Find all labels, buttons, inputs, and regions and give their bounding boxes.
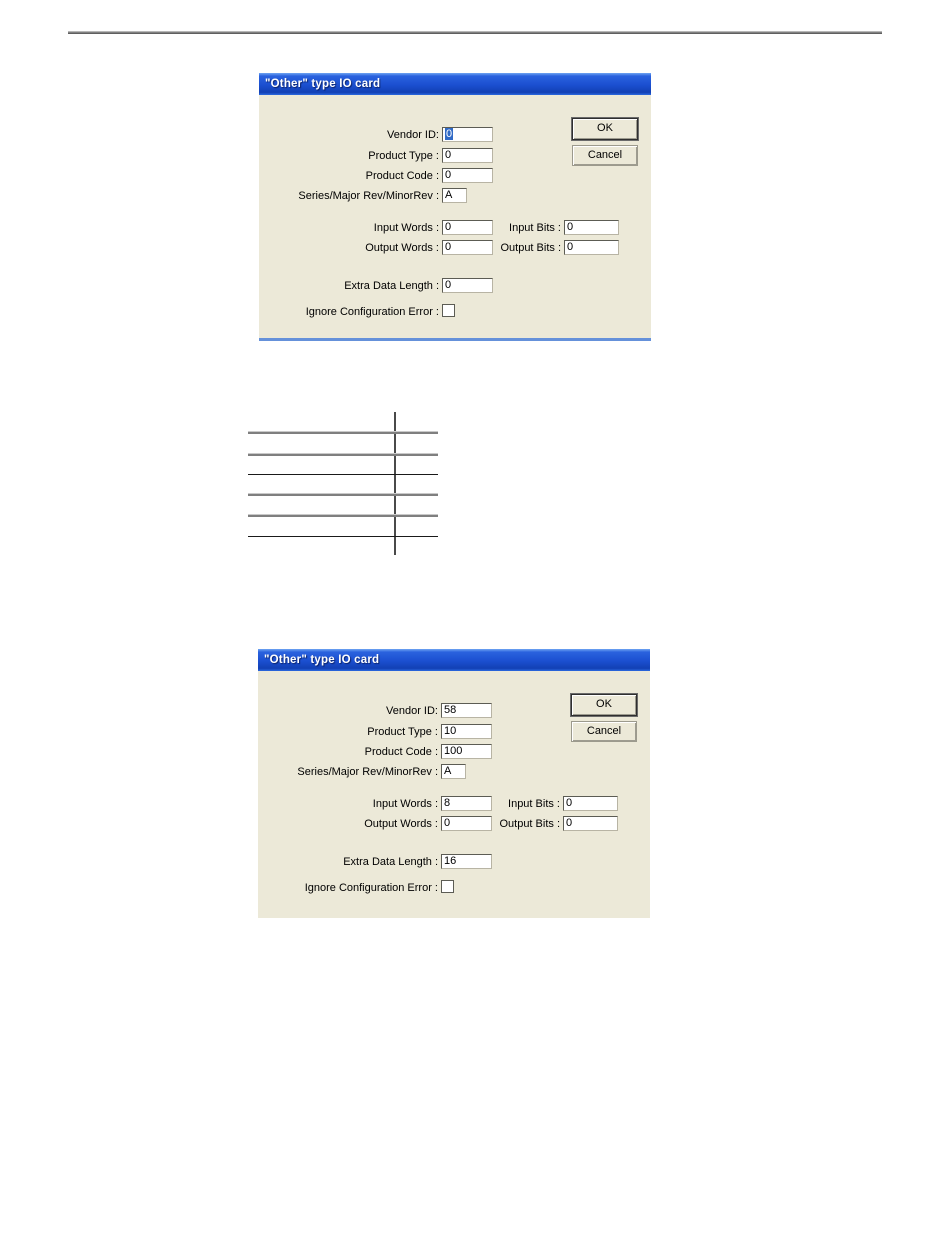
extra-data-length-value: 16 [444,855,457,867]
output-bits-label: Output Bits : [500,242,561,254]
ignore-config-error-label: Ignore Configuration Error : [304,882,438,894]
vendor-id-field[interactable] [441,703,492,718]
ignore-config-error-checkbox[interactable] [442,304,455,317]
vendor-id-label: Vendor ID: [387,129,439,141]
cancel-button[interactable]: Cancel [571,721,637,742]
other-io-card-dialog-default [259,73,651,341]
output-words-field[interactable] [442,240,493,255]
output-words-field[interactable] [441,816,492,831]
table-row-line [248,494,438,496]
ignore-config-error-label: Ignore Configuration Error : [305,306,439,318]
table-row-line [248,474,438,475]
input-bits-value: 0 [566,797,573,809]
vendor-id-value: 58 [444,704,457,716]
input-words-field[interactable] [441,796,492,811]
dialog-title: "Other" type IO card [265,78,381,90]
extra-data-length-label: Extra Data Length : [344,280,439,292]
output-bits-label: Output Bits : [499,818,560,830]
series-rev-label: Series/Major Rev/MinorRev : [298,190,439,202]
input-bits-value: 0 [567,221,574,233]
page-header-rule [68,31,882,34]
ok-button[interactable]: OK [571,694,637,716]
empty-table-figure [248,412,439,555]
product-code-field[interactable] [441,744,492,759]
table-row-line [248,454,438,456]
product-code-value: 0 [445,169,452,181]
product-type-field[interactable] [442,148,493,163]
series-rev-field[interactable] [441,764,466,779]
product-code-field[interactable] [442,168,493,183]
product-type-label: Product Type : [367,726,438,738]
table-row-line [248,515,438,517]
table-row-line [248,536,438,537]
input-bits-field[interactable] [563,796,618,811]
product-code-value: 100 [444,745,463,757]
vendor-id-value: 0 [446,128,453,140]
input-words-field[interactable] [442,220,493,235]
series-rev-field[interactable] [442,188,467,203]
product-type-label: Product Type : [368,150,439,162]
other-io-card-dialog-filled [258,649,650,918]
input-words-value: 8 [444,797,451,809]
cancel-button[interactable]: Cancel [572,145,638,166]
output-bits-value: 0 [567,241,574,253]
output-words-value: 0 [444,817,451,829]
series-rev-value: A [445,189,453,201]
product-type-value: 10 [444,725,457,737]
ignore-config-error-checkbox[interactable] [441,880,454,893]
table-row-line [248,432,438,434]
product-type-value: 0 [445,149,452,161]
dialog-titlebar [258,649,650,671]
dialog-titlebar [259,73,651,95]
vendor-id-label: Vendor ID: [386,705,438,717]
input-words-label: Input Words : [373,222,439,234]
output-words-value: 0 [445,241,452,253]
input-bits-field[interactable] [564,220,619,235]
input-bits-label: Input Bits : [509,222,561,234]
vendor-id-field[interactable] [442,127,493,142]
product-code-label: Product Code : [365,170,439,182]
product-type-field[interactable] [441,724,492,739]
series-rev-value: A [444,765,452,777]
output-bits-field[interactable] [564,240,619,255]
input-words-label: Input Words : [372,798,438,810]
extra-data-length-value: 0 [445,279,452,291]
output-words-label: Output Words : [365,242,439,254]
extra-data-length-field[interactable] [441,854,492,869]
extra-data-length-field[interactable] [442,278,493,293]
input-words-value: 0 [445,221,452,233]
output-words-label: Output Words : [364,818,438,830]
series-rev-label: Series/Major Rev/MinorRev : [297,766,438,778]
dialog-title: "Other" type IO card [264,654,380,666]
output-bits-field[interactable] [563,816,618,831]
product-code-label: Product Code : [364,746,438,758]
ok-button[interactable]: OK [572,118,638,140]
extra-data-length-label: Extra Data Length : [343,856,438,868]
input-bits-label: Input Bits : [508,798,560,810]
output-bits-value: 0 [566,817,573,829]
